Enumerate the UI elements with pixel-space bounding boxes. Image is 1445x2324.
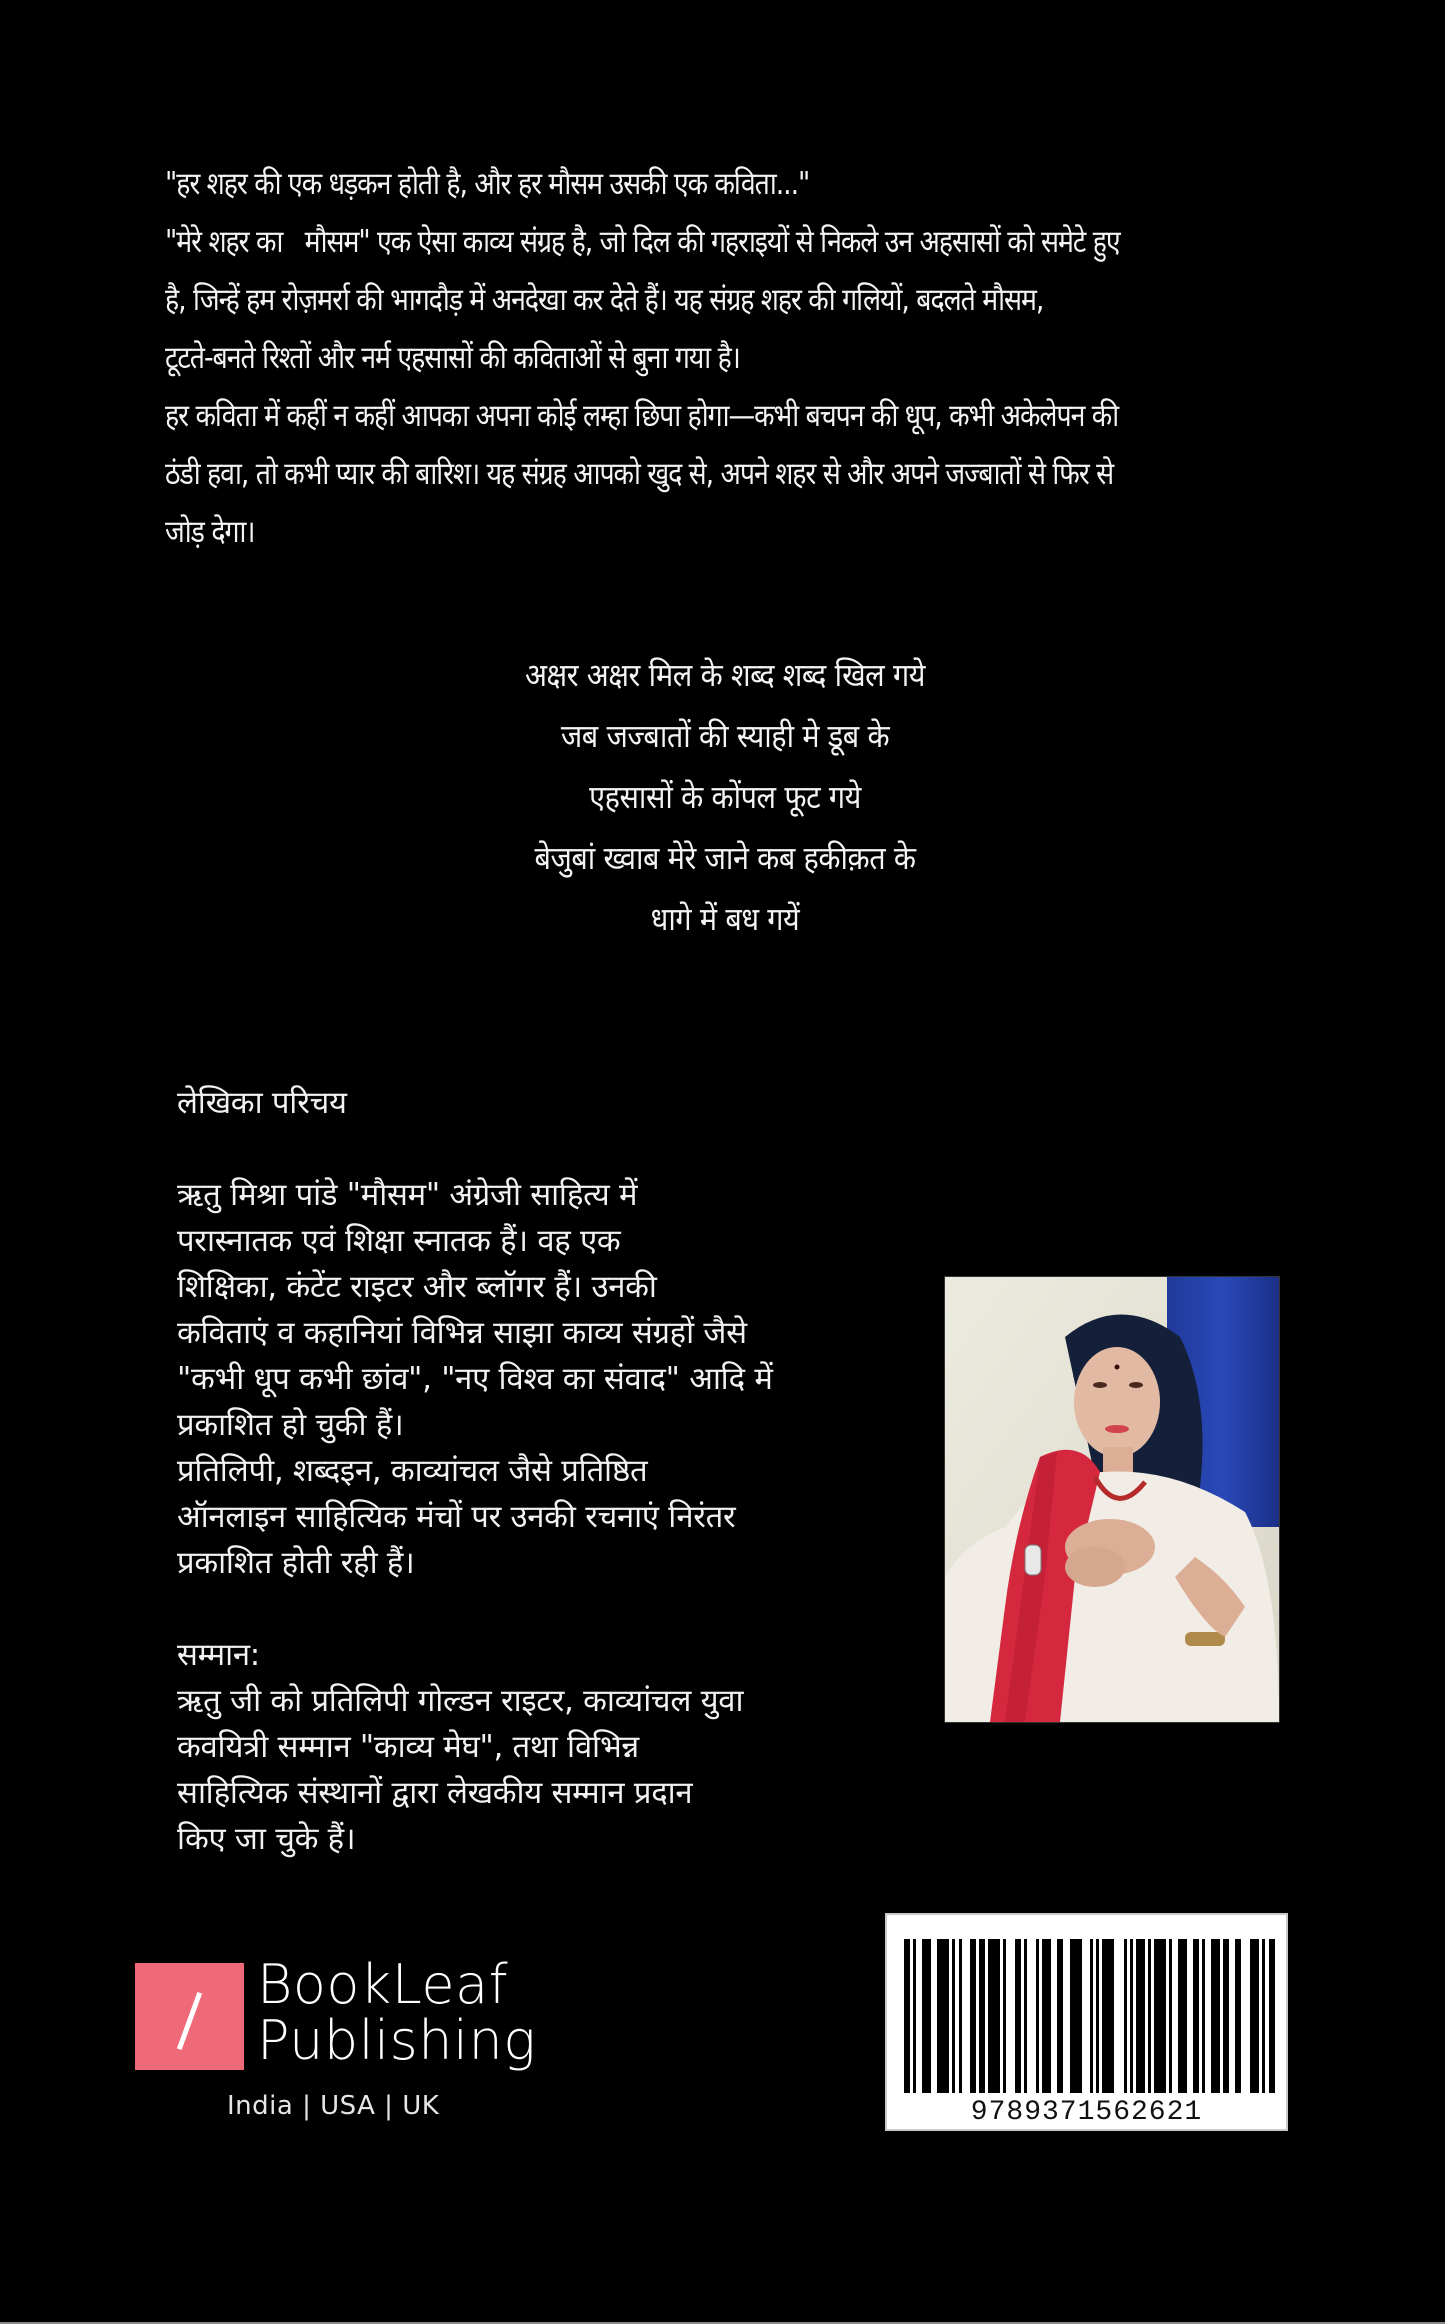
publisher-regions: India | USA | UK	[227, 2091, 440, 2121]
publisher-name-line2: Publishing	[257, 2009, 537, 2072]
poem-line: एहसासों के कोंपल फूट गये	[589, 778, 861, 816]
blurb-line: ठंडी हवा, तो कभी प्यार की बारिश। यह संग्रह आपको खुद से, अपने शहर से और अपने जज्बातों से फिर से	[165, 456, 1114, 492]
poem-line: बेजुबां ख्वाब मेरे जाने कब हकीक़त के	[534, 839, 916, 877]
slash-icon	[177, 1992, 202, 2050]
honors-heading: सम्मान:	[177, 1637, 260, 1673]
author-bio-line: शिक्षिका, कंटेंट राइटर और ब्लॉगर हैं। उनकी	[177, 1269, 657, 1305]
blurb-line: टूटते-बनते रिश्तों और नर्म एहसासों की कविताओं से बुना गया है।	[165, 340, 740, 376]
publisher-name-line1: BookLeaf	[257, 1953, 509, 2016]
author-bio-line: ऋतु मिश्रा पांडे "मौसम" अंग्रेजी साहित्य में	[177, 1177, 638, 1213]
poem-line: जब जज्बातों की स्याही मे डूब के	[560, 717, 890, 755]
author-bio-line: प्रतिलिपी, शब्दइन, काव्यांचल जैसे प्रतिष्ठित	[177, 1453, 648, 1489]
honors-line: किए जा चुके हैं।	[177, 1821, 356, 1857]
isbn-barcode	[885, 1913, 1288, 2131]
honors-line: साहित्यिक संस्थानों द्वारा लेखकीय सम्मान प्रदान	[177, 1775, 693, 1811]
author-bio-line: ऑनलाइन साहित्यिक मंचों पर उनकी रचनाएं निरंतर	[177, 1499, 736, 1535]
author-bio-line: प्रकाशित होती रही हैं।	[177, 1545, 415, 1581]
portrait-illustration	[945, 1277, 1279, 1722]
spacer	[177, 1586, 937, 1632]
blurb-line: "हर शहर की एक धड़कन होती है, और हर मौसम उसकी एक कविता..."	[165, 166, 810, 202]
poem-line: अक्षर अक्षर मिल के शब्द शब्द खिल गये	[525, 656, 925, 694]
author-bio-heading: लेखिका परिचय	[177, 1085, 347, 1121]
honors-line: कवयित्री सम्मान "काव्य मेघ", तथा विभिन्न	[177, 1729, 639, 1765]
blurb-line: "मेरे शहर का मौसम" एक ऐसा काव्य संग्रह है, जो दिल की गहराइयों से निकले उन अहसासों को समेटे हुए	[165, 224, 1120, 260]
poem-line: धागे में बध गयें	[650, 900, 800, 938]
logo-mark	[135, 1963, 244, 2070]
publisher-name	[257, 1953, 537, 2072]
blurb-line: है, जिन्हें हम रोज़मर्रा की भागदौड़ में अनदेखा कर देते हैं। यह संग्रह शहर की गलियों, बदलते मौसम,	[165, 282, 1044, 318]
poem-excerpt	[420, 645, 1030, 950]
author-photo	[944, 1276, 1280, 1723]
spacer	[177, 1126, 937, 1172]
author-bio-line: "कभी धूप कभी छांव", "नए विश्व का संवाद" आदि में	[177, 1361, 773, 1397]
blurb-line: हर कविता में कहीं न कहीं आपका अपना कोई लम्हा छिपा होगा—कभी बचपन की धूप, कभी अकेलेपन की	[165, 398, 1119, 434]
author-bio-line: परास्नातक एवं शिक्षा स्नातक हैं। वह एक	[177, 1223, 621, 1259]
blurb-line: जोड़ देगा।	[165, 514, 255, 550]
author-bio-line: प्रकाशित हो चुकी हैं।	[177, 1407, 404, 1443]
author-bio-line: कविताएं व कहानियां विभिन्न साझा काव्य संग्रहों जैसे	[177, 1315, 747, 1351]
blurb-paragraph	[165, 155, 1225, 561]
honors-line: ऋतु जी को प्रतिलिपी गोल्डन राइटर, काव्यांचल युवा	[177, 1683, 744, 1719]
barcode-icon	[904, 1939, 1276, 2093]
isbn-number: 9789371562621	[970, 2097, 1203, 2128]
author-bio	[177, 1080, 937, 1862]
